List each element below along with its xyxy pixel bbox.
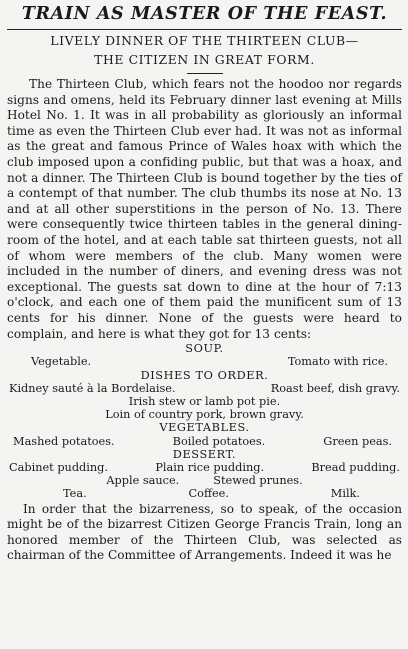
article-subhead-line2: THE CITIZEN IN GREAT FORM. [94,52,315,67]
menu-item: Tomato with rice. [287,355,388,369]
menu-item: Green peas. [323,434,392,448]
menu-item: Tea. [63,487,87,501]
menu-item: Irish stew or lamb pot pie. [128,394,281,408]
menu-item: Plain rice pudding. [155,460,265,474]
menu-item: Cabinet pudding. [9,460,108,474]
menu-dessert-row [7,461,402,474]
menu-item: Roast beef, dish gravy. [270,381,400,395]
menu-item: Apple sauce. [106,474,180,488]
menu-dishes-heading: DISHES TO ORDER. [140,368,269,382]
menu-vegetables-heading: VEGETABLES. [159,421,250,435]
menu-item: Milk. [330,487,360,501]
menu-item: Bread pudding. [311,460,400,474]
menu-dessert-heading: DESSERT. [172,447,237,461]
menu-dishes-row [7,382,402,395]
dinner-menu [7,342,402,500]
article-subhead-line1: LIVELY DINNER OF THE THIRTEEN CLUB— [50,33,359,48]
menu-drinks-row [7,487,402,500]
menu-item: Kidney sauté à la Bordelaise. [9,381,176,395]
article-paragraph-1: The Thirteen Club, which fears not the hoodoo nor regards signs and omens, held its February dinner last evening at Mills Hotel No. 1. It was in all probability as gloriously an informal time as even the Thirteen Club ever had. It was not as informal as the great and famous Prince of Wales hoax with which the club imposed upon a confiding public, but that was a hoax, and not a dinner. The Thirteen Club is bound together by the ties of a contempt of that number. The club thumbs its nose at No. 13 and at all other superstitions in the person of No. 13. There were consequently twice thirteen tables in the general dining-room of the hotel, and at each table sat thirteen guests, not all of whom were members of the club. Many women were included in the number of diners, and evening dress was not exceptional. The guests sat down to dine at the hour of 7:13 o'clock, and each one of them paid the munificent sum of 13 cents for his dinner. None of the guests were heard to complain, and here is what they got for 13 cents: [7,77,402,341]
headline-rule [7,29,402,30]
menu-item: Mashed potatoes. [13,434,115,448]
menu-item: Stewed prunes. [213,474,303,488]
menu-vegetables-row [7,435,402,448]
menu-soup-row [7,355,402,368]
article-paragraph-2: In order that the bizarreness, so to speak, of the occasion might be of the bizarrest Citizen George Francis Train, long an honored member of the Thirteen Club, was selected as chairman of the Committee of Arrangements. Indeed it was he [7,501,402,563]
menu-dessert-row-2 [7,474,402,487]
menu-soup-heading: SOUP. [185,342,224,356]
menu-item: Vegetable. [31,355,92,369]
article-headline: TRAIN AS MASTER OF THE FEAST. [21,4,388,24]
subhead-rule [187,73,223,74]
menu-item: Boiled potatoes. [172,434,266,448]
menu-item: Loin of country pork, brown gravy. [105,408,304,422]
menu-item: Coffee. [188,487,229,501]
